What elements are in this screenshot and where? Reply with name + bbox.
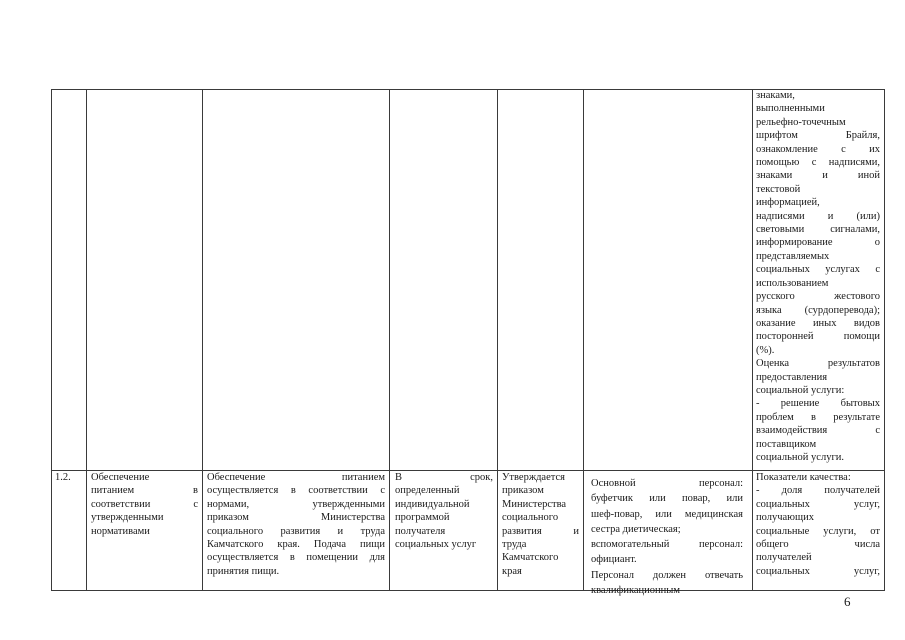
text-line: социального [502,512,559,524]
service-cost-cell [502,471,579,578]
text-line: поставщиком [756,438,817,450]
text-line: нормами, утвержденными [207,498,385,510]
text-line: официант. [591,554,637,566]
column-divider [752,89,753,591]
text-line: буфетчик или повар, или [591,493,743,505]
text-line: социальные услуги, от [756,525,880,537]
text-line: языка (сурдоперевода); [756,304,880,316]
column-divider [497,89,498,591]
staff-requirements-cell [591,476,743,598]
text-line: приказом Министерства [207,512,385,524]
text-line: - доля получателей [756,485,880,497]
service-description-cell [207,471,385,578]
column-divider [202,89,203,591]
text-line: ознакомление с их [756,143,880,155]
text-line: помощью с надписями, [756,157,880,169]
text-line: квалификационным [591,585,680,597]
text-line: Утверждается [502,472,565,483]
text-line: Оценка результатов [756,358,880,370]
text-line: выполненными [756,103,825,115]
text-line: питанием в [91,485,198,497]
service-name-cell [91,471,198,538]
text-line: рельефно-точечным [756,116,846,128]
text-line: проблем в результате [756,411,880,423]
text-line: световыми сигналами, [756,224,880,236]
quality-indicators-cell [756,471,880,578]
text-line: социального развития и труда [207,525,385,537]
text-line: знаками и иной [756,170,880,182]
text-line: Камчатского края. Подача пищи [207,539,385,551]
text-line: Показатели качества: [756,472,851,483]
text-line: текстовой [756,183,801,195]
text-line: социальной услуги. [756,451,844,463]
text-line: шрифтом Брайля, [756,130,880,142]
text-line: приказом [502,485,544,497]
text-line: Камчатского [502,552,559,564]
text-line: осуществляется в соответствии с [207,485,385,497]
text-line: определенный [395,485,460,497]
column-divider [583,89,584,591]
text-line: знаками, [756,90,795,101]
text-line: социальной услуги: [756,384,845,396]
text-line: Персонал должен отвечать [591,569,743,581]
text-line: В срок, [395,472,493,483]
text-line: труда [502,539,527,551]
text-line: получающих [756,512,814,524]
text-line: социальных услуг, [756,498,880,510]
text-line: надписями и (или) [756,210,880,222]
text-line: развития и [502,525,579,537]
service-timing-cell [395,471,493,551]
text-line: получателей [756,552,812,564]
row-number [55,471,83,484]
text-line: информацией, [756,197,820,209]
text-line: взаимодействия с [756,425,880,437]
text-line: осуществляется в помещении для [207,552,385,564]
text-line: представляемых [756,250,830,262]
text-line: Обеспечение [91,472,150,483]
column-divider [86,89,87,591]
text-line: русского жестового [756,291,880,303]
text-line: (%). [756,344,775,356]
table-border-right [884,89,885,591]
table-border-bottom [51,590,885,591]
text-line: вспомогательный персонал: [591,539,743,551]
text-line: нормативами [91,525,150,537]
text-line: шеф-повар, или медицинская [591,508,743,520]
text-line: социальных услуг, [756,565,880,577]
text-line: индивидуальной [395,498,470,510]
continuation-quality-cell [756,89,880,464]
text-line: Обеспечение питанием [207,472,385,483]
text-line: информирование о [756,237,880,249]
text-line: сестра диетическая; [591,523,681,535]
text-line: Министерства [502,498,567,510]
text-line: Основной персонал: [591,478,743,489]
page-number: 6 [844,594,851,609]
text-line: оказание иных видов [756,317,880,329]
text-line: использованием [756,277,829,289]
text-line: общего числа [756,539,880,551]
text-line: соответствии с [91,498,198,510]
text-line: утвержденными [91,512,164,524]
text-line: - решение бытовых [756,398,880,410]
text-line: социальных услуг [395,539,477,551]
row-number-text: 1.2. [55,472,71,483]
text-line: посторонней помощи [756,331,880,343]
text-line: программой [395,512,450,524]
text-line: предоставления [756,371,828,383]
text-line: края [502,565,522,577]
text-line: социальных услугах с [756,264,880,276]
text-line: принятия пищи. [207,565,280,577]
text-line: получателя [395,525,446,537]
column-divider [389,89,390,591]
table-border-left [51,89,52,591]
